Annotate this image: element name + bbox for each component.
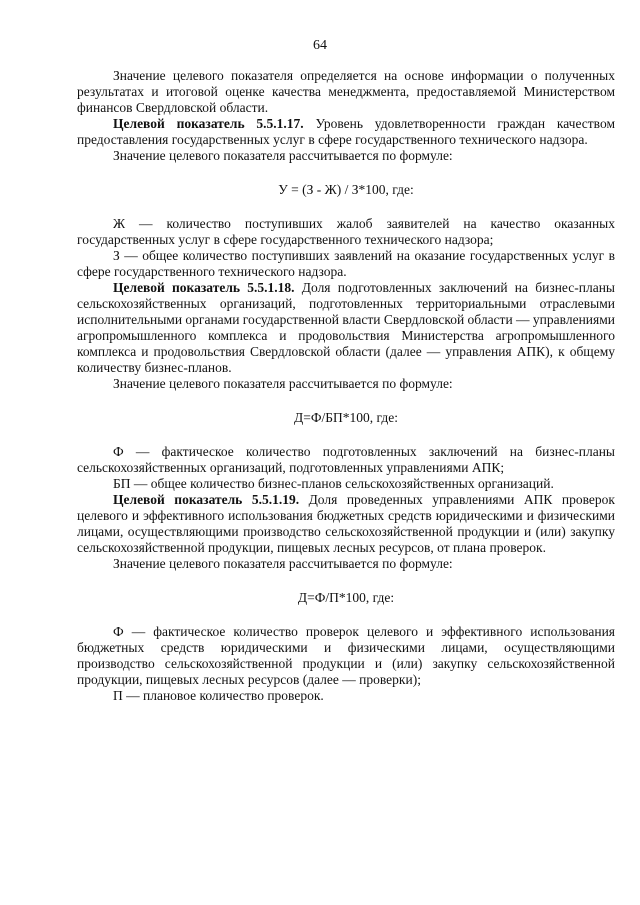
indicator-5-5-1-17 <box>77 116 615 148</box>
paragraph-text: П — плановое количество проверок. <box>113 688 324 703</box>
document-body <box>77 68 615 704</box>
paragraph-text: Значение целевого показателя определяется на основе информации о полученных результатах и итоговой оценке качества менеджмента, предоставляемой Министерством финансов Свердловской области. <box>77 68 615 115</box>
paragraph-text: БП — общее количество бизнес-планов сельскохозяйственных организаций. <box>113 476 554 491</box>
paragraph-text: Ф — фактическое количество подготовленных заключений на бизнес-планы сельскохозяйственных организаций, подготовленных управлениями АПК; <box>77 444 615 475</box>
paragraph-text: Значение целевого показателя рассчитывается по формуле: <box>113 556 453 571</box>
formula-satisfaction: У = (З - Ж) / З*100, где: <box>278 182 414 197</box>
indicator-5-5-1-19 <box>77 492 615 556</box>
indicator-text: Доля подготовленных заключений на бизнес-планы сельскохозяйственных организаций, подготовленных территориальными отраслевыми исполнительными органами государственной власти Свердловской области — управлениями агропромышленного комплекса и продовольствия Министерства агропромышленного комплекса и продовольствия Свердловской области (далее — управления АПК), к общему количеству бизнес-планов. <box>77 280 615 375</box>
spacer <box>77 198 615 216</box>
definition-actual-inspections <box>77 624 615 688</box>
formula-intro <box>77 556 615 572</box>
formula-intro <box>77 148 615 164</box>
formula-intro <box>77 376 615 392</box>
indicator-label: Целевой показатель 5.5.1.18. <box>113 280 295 295</box>
indicator-5-5-1-18 <box>77 280 615 376</box>
paragraph-text: Ф — фактическое количество проверок целевого и эффективного использования бюджетных средств юридическими и физическими лицами, осуществляющими производство сельскохозяйственной продукции и (или) закупку сельскохозяйственной продукции, пищевых лесных ресурсов (далее — проверки); <box>77 624 615 687</box>
formula-inspections: Д=Ф/П*100, где: <box>297 590 395 605</box>
spacer <box>77 606 615 624</box>
paragraph-management-quality <box>77 68 615 116</box>
spacer <box>77 164 615 182</box>
indicator-label: Целевой показатель 5.5.1.19. <box>113 492 300 507</box>
paragraph-text: Значение целевого показателя рассчитывается по формуле: <box>113 148 453 163</box>
paragraph-text: Значение целевого показателя рассчитывается по формуле: <box>113 376 453 391</box>
indicator-text: Уровень удовлетворенности граждан качеством предоставления государственных услуг в сфере государственного технического надзора. <box>77 116 615 147</box>
paragraph-text: Ж — количество поступивших жалоб заявителей на качество оказанных государственных услуг в сфере государственного технического надзора; <box>77 216 615 247</box>
definition-applications <box>77 248 615 280</box>
definition-business-plans <box>77 476 615 492</box>
page-number: 64 <box>313 38 327 53</box>
formula-business-plans: Д=Ф/БП*100, где: <box>294 410 398 425</box>
spacer <box>77 426 615 444</box>
definition-complaints <box>77 216 615 248</box>
definition-planned-inspections <box>77 688 615 704</box>
spacer <box>77 392 615 410</box>
definition-actual-conclusions <box>77 444 615 476</box>
spacer <box>77 572 615 590</box>
paragraph-text: З — общее количество поступивших заявлений на оказание государственных услуг в сфере государственного технического надзора. <box>77 248 615 279</box>
indicator-label: Целевой показатель 5.5.1.17. <box>113 116 304 131</box>
indicator-text: Доля проведенных управлениями АПК проверок целевого и эффективного использования бюджетных средств юридическими и физическими лицами, осуществляющими производство сельскохозяйственной продукции и (или) закупку сельскохозяйственной продукции, пищевых лесных ресурсов, от плана проверок. <box>77 492 615 555</box>
